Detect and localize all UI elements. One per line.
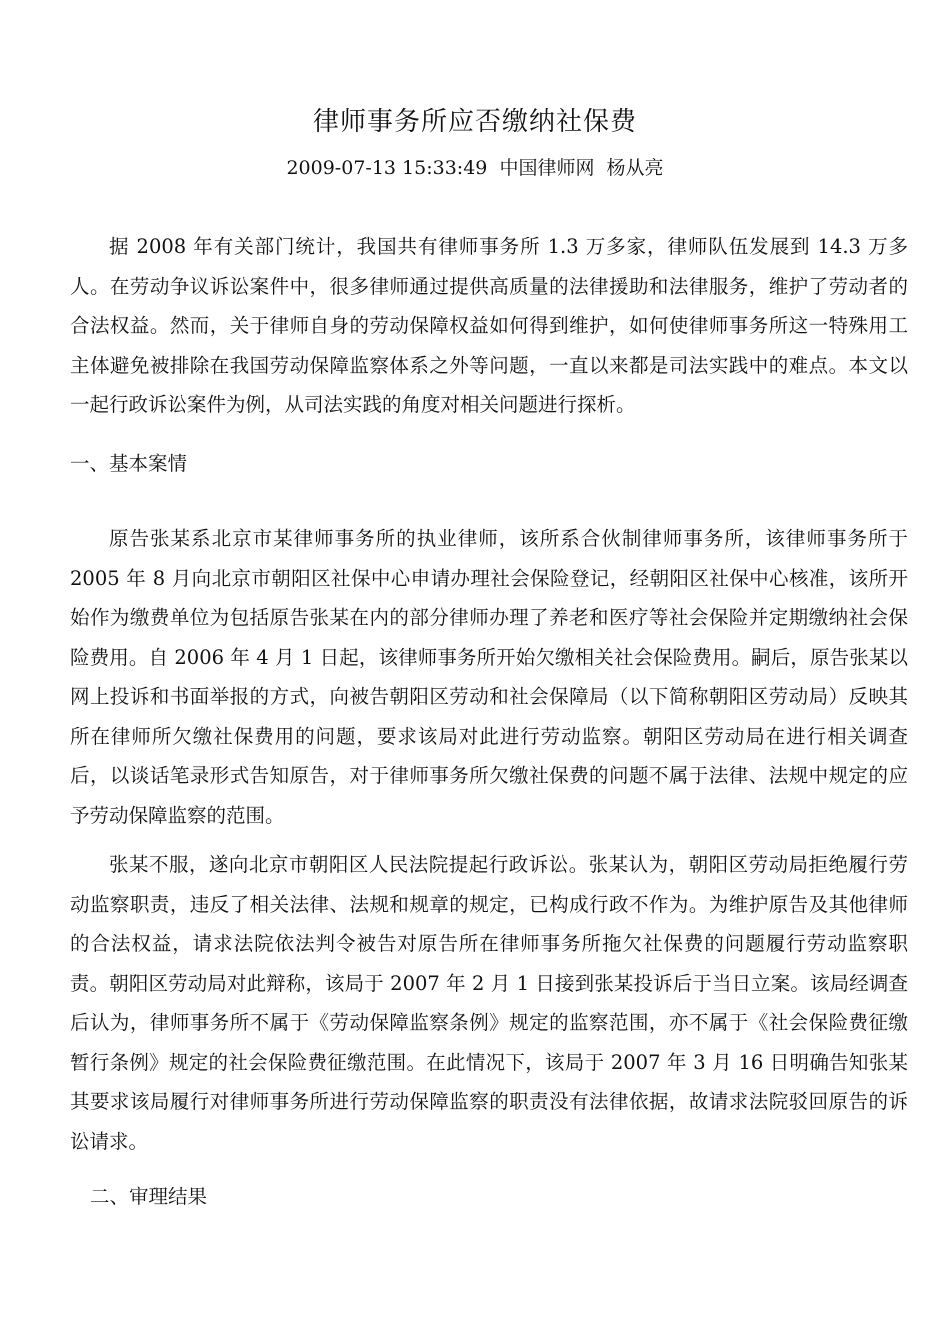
article-title: 律师事务所应否缴纳社保费 [312, 107, 637, 137]
article-meta: 2009-07-13 15:33:49 中国律师网 杨从亮 [286, 157, 664, 179]
section1-paragraph-1: 原告张某系北京市某律师事务所的执业律师，该所系合伙制律师事务所，该律师事务所于 2005 年 8 月向北京市朝阳区社保中心申请办理社会保险登记，经朝阳区社保中心核准，该所开始作为缴费单位为包括原告张某在内的部分律师办理了养老和医疗等社会保险并定期缴纳社会保险费用。自 2006 年 4 月 1 日起，该律师事务所开始欠缴相关社会保险费用。嗣后，原告张某以网上投诉和书面举报的方式，向被告朝阳区劳动和社会保障局（以下简称朝阳区劳动局）反映其所在律师所欠缴社保费用的问题，要求该局对此进行劳动监察。朝阳区劳动局在进行相关调查后，以谈话笔录形式告知原告，对于律师事务所欠缴社保费的问题不属于法律、法规中规定的应予劳动保障监察的范围。 [70, 527, 908, 827]
section1-paragraph-2: 张某不服，遂向北京市朝阳区人民法院提起行政诉讼。张某认为，朝阳区劳动局拒绝履行劳动监察职责，违反了相关法律、法规和规章的规定，已构成行政不作为。为维护原告及其他律师的合法权益，请求法院依法判令被告对原告所在律师事务所拖欠社保费的问题履行劳动监察职责。朝阳区劳动局对此辩称，该局于 2007 年 2 月 1 日接到张某投诉后于当日立案。该局经调查后认为，律师事务所不属于《劳动保障监察条例》规定的监察范围，亦不属于《社会保险费征缴暂行条例》规定的社会保险费征缴范围。在此情况下，该局于 2007 年 3 月 16 日明确告知张某其要求该局履行对律师事务所进行劳动保障监察的职责没有法律依据，故请求法院驳回原告的诉讼请求。 [70, 853, 908, 1153]
section-heading-2: 二、审理结果 [90, 1185, 208, 1208]
intro-paragraph: 据 2008 年有关部门统计，我国共有律师事务所 1.3 万多家，律师队伍发展到 14.3 万多人。在劳动争议诉讼案件中，很多律师通过提供高质量的法律援助和法律服务，维护了劳动者的合法权益。然而，关于律师自身的劳动保障权益如何得到维护，如何使律师事务所这一特殊用工主体避免被排除在我国劳动保障监察体系之外等问题，一直以来都是司法实践中的难点。本文以一起行政诉讼案件为例，从司法实践的角度对相关问题进行探析。 [70, 235, 908, 416]
section-heading-1: 一、基本案情 [70, 452, 188, 475]
